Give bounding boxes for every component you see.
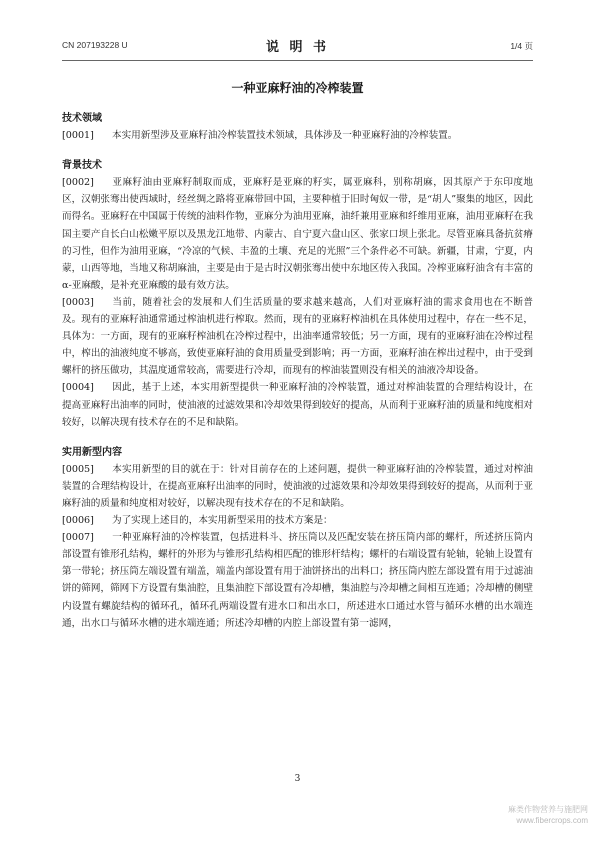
page-header <box>62 36 533 56</box>
paragraph-number: [0001] <box>62 130 94 142</box>
paragraph-number: [0004] <box>62 382 94 394</box>
paragraph <box>62 127 533 144</box>
patent-number: CN 207193228 U <box>62 40 128 50</box>
paragraph-text: 本实用新型的目的就在于：针对目前存在的上述问题，提供一种亚麻籽油的冷榨装置，通过对榨油装置的合理结构设计，在提高亚麻籽出油率的同时，使油液的过滤效果和冷却效果得到较好的提高，从而利于亚麻籽油的质量和纯度相对较好，以解决现有技术存在的不足和缺陷。 <box>62 463 533 509</box>
section-heading-background: 背景技术 <box>62 160 102 172</box>
document-body <box>62 110 533 632</box>
paragraph-number: [0006] <box>62 515 94 527</box>
paragraph-text: 一种亚麻籽油的冷榨装置，包括进料斗、挤压筒以及匹配安装在挤压筒内部的螺杆，所述挤压筒内部设置有锥形孔结构，螺杆的外形为与锥形孔结构相匹配的锥形杆结构；螺杆的右端设置有轮轴，轮轴上设置有第一带轮；挤压筒左端设置有端盖，端盖内部设置有用于油饼挤出的出料口；挤压筒内腔左部设置有用于过滤油饼的筛网，筛网下方设置有集油腔，且集油腔下部设置有冷却槽，集油腔与冷却槽之间相互连通；冷却槽的侧壁内设置有螺旋结构的循环孔，循环孔两端设置有进水口和出水口，所述进水口通过水管与循环水槽的出水端连通，出水口与循环水槽的进水端连通；所述冷却槽的内腔上部设置有第一滤网， <box>62 532 533 629</box>
paragraph-number: [0003] <box>62 296 94 308</box>
watermark-title: 麻类作物营养与施肥网 <box>508 805 588 814</box>
document-title: 一种亚麻籽油的冷榨装置 <box>231 81 364 95</box>
watermark-url: www.fibercrops.com <box>516 816 588 825</box>
section-heading-tech-field: 技术领域 <box>62 113 102 124</box>
header-rule <box>62 60 533 61</box>
paragraph-text: 本实用新型涉及亚麻籽油冷榨装置技术领域，具体涉及一种亚麻籽油的冷榨装置。 <box>112 130 458 142</box>
paragraph-text: 因此，基于上述，本实用新型提供一种亚麻籽油的冷榨装置，通过对榨油装置的合理结构设计，在提高亚麻籽出油率的同时，使油液的过滤效果和冷却效果得到较好的提高，从而利于亚麻籽油的质量和纯度相对较好，以解决现有技术存在的不足和缺陷。 <box>62 382 533 428</box>
paragraph-number: [0005] <box>62 463 94 475</box>
section-heading-content: 实用新型内容 <box>62 446 122 458</box>
page-number: 3 <box>294 774 301 784</box>
paragraph <box>62 461 533 512</box>
paragraph-number: [0002] <box>62 177 94 189</box>
paragraph-text: 当前，随着社会的发展和人们生活质量的要求越来越高，人们对亚麻籽油的需求食用也在不断普及。现有的亚麻籽油通常通过榨油机进行榨取。然而，现有的亚麻籽榨油机在具体使用过程中，存在一些不足，具体为：一方面，现有的亚麻籽榨油机在冷榨过程中，出油率通常较低；另一方面，现有的亚麻籽油在冷榨过程中，榨出的油液纯度不够高，致使亚麻籽油的食用质量受到影响；再一方面，亚麻籽油在榨出过程中，由于受到螺杆的挤压做功，其温度通常较高，需要进行冷却，而现有的榨油装置则没有相关的油液冷却设备。 <box>62 296 533 377</box>
site-watermark <box>458 804 588 826</box>
paragraph-number: [0007] <box>62 532 94 544</box>
paragraph <box>62 512 533 529</box>
paragraph-text: 亚麻籽油由亚麻籽制取而成，亚麻籽是亚麻的籽实，属亚麻科，别称胡麻，因其原产于东印度地区，汉朝张骞出使西域时，经丝绸之路将亚麻带回中国，主要种植于旧时匈奴一带，是“胡人”聚集的地区，因此而得名。亚麻籽在中国属于传统的油料作物，亚麻分为油用亚麻，油纤兼用亚麻和纤维用亚麻，油用亚麻籽在我国主要产自长白山松嫩平原以及黑龙江地带、内蒙古、自宁夏六盘山区、张家口坝上张北。尽管亚麻具备抗贫瘠的习性，但作为油用亚麻，“冷凉的气候、丰盈的土壤、充足的光照”三个条件必不可缺。新疆，甘肃，宁夏，内蒙，山西等地，当地又称胡麻油，主要是由于是古时汉朝张骞出使中东地区传入我国。冷榨亚麻籽油含有丰富的α-亚麻酸，是补充亚麻酸的最有效方法。 <box>62 177 533 291</box>
paragraph <box>62 294 533 379</box>
paragraph <box>62 174 533 294</box>
paragraph-text: 为了实现上述目的，本实用新型采用的技术方案是： <box>112 515 333 527</box>
document-type: 说 明 书 <box>265 40 330 55</box>
paragraph <box>62 379 533 430</box>
paragraph <box>62 529 533 632</box>
page-indicator: 1/4 页 <box>510 41 533 51</box>
